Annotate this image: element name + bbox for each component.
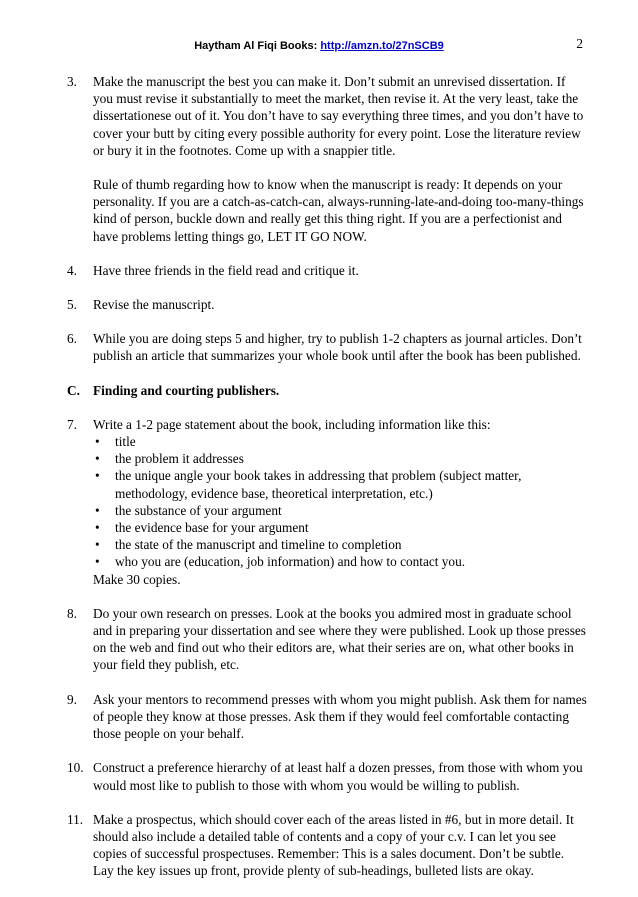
item-number: 7. (67, 416, 77, 432)
bullet-icon: • (95, 451, 100, 467)
item-text: Ask your mentors to recommend presses with whom you might publish. Ask them for names of people they know at those presses. Ask them if they would feel comfortable contacting those people on your behalf. (93, 691, 587, 742)
list-item-3 (67, 73, 587, 245)
bullet-icon: • (95, 502, 100, 518)
item-text: While you are doing steps 5 and higher, try to publish 1-2 chapters as journal articles. Don’t publish an article that summarizes your whole book until after the book has been published. (93, 331, 582, 364)
bullet-item: • the unique angle your book takes in addressing that problem (subject matter, methodology, evidence base, theoretical interpretation, etc.) (95, 468, 522, 501)
item-text: Revise the manuscript. (93, 297, 215, 313)
item-text: Do your own research on presses. Look at the books you admired most in graduate school and in preparing your dissertation and see where they were published. Look up those presses on the web and find out who their editors are, what their series are on, what other books in your field they publish, etc. (93, 605, 586, 673)
list-item-4 (67, 262, 587, 279)
section-heading-c (67, 382, 587, 399)
section-title: Finding and courting publishers. (93, 382, 280, 398)
bullet-icon: • (95, 554, 100, 570)
item-number: 10. (67, 760, 84, 776)
bullet-icon: • (95, 537, 100, 553)
bullet-item: • the problem it addresses (95, 451, 244, 467)
list-item-7 (67, 416, 587, 588)
item-text: Construct a preference hierarchy of at least half a dozen presses, from those with whom you would most like to publish to those with whom you would be willing to publish. (93, 760, 583, 793)
header-link[interactable]: http://amzn.to/27nSCB9 (320, 40, 444, 52)
item-text: Make a prospectus, which should cover each of the areas listed in #6, but in more detail. It should also include a detailed table of contents and a copy of your c.v. I can let you see copies of successful prospectuses. Remember: This is a sales document. Don’t be subtle. Lay the key issues up front, provide plenty of sub-headings, bulleted lists are okay. (93, 811, 574, 879)
item-number: 9. (67, 691, 77, 707)
bullet-icon: • (95, 468, 100, 484)
list-item-5 (67, 296, 587, 313)
item-text: Have three friends in the field read and critique it. (93, 262, 359, 278)
item-number: 3. (67, 74, 77, 89)
list-item-9 (67, 691, 587, 743)
list-item-8 (67, 605, 587, 674)
page-header (0, 40, 638, 52)
bullet-item: • the state of the manuscript and timeline to completion (95, 537, 402, 553)
bullet-icon: • (95, 434, 100, 450)
list-item-6 (67, 330, 587, 364)
header-prefix: Haytham Al Fiqi Books: (194, 40, 321, 52)
list-item-10 (67, 759, 587, 793)
section-letter: C. (67, 382, 80, 398)
item-outro: Make 30 copies. (93, 571, 181, 587)
bullet-icon: • (95, 520, 100, 536)
bullet-item: • who you are (education, job information) and how to contact you. (95, 554, 466, 570)
bullet-item: • the evidence base for your argument (95, 520, 309, 536)
item-intro: Write a 1-2 page statement about the book, including information like this: (93, 416, 491, 432)
item-paragraph-rule-of-thumb: Rule of thumb regarding how to know when the manuscript is ready: It depends on your personality. If you are a catch-as-catch-can, always-running-late-and-doing too-many-things kind of person, buckle down and really get this thing right. If you are a perfectionist and have problems letting things go, LET IT GO NOW. (93, 177, 584, 244)
item-number: 11. (67, 811, 84, 827)
bullet-list (93, 433, 587, 571)
page-number: 2 (576, 36, 583, 51)
list-item-11 (67, 811, 587, 880)
item-paragraph: Make the manuscript the best you can make it. Don’t submit an unrevised dissertation. If you must revise it substantially to meet the market, then revise it. At the very least, take the dissertationese out of it. You don’t have to say everything three times, and you don’t have to cover your butt by citing every possible authority for every point. Lose the literature review or bury it in the footnotes. Come up with a snappier title. (93, 74, 584, 158)
bullet-item: • title (95, 434, 136, 450)
item-number: 6. (67, 331, 77, 347)
item-number: 5. (67, 297, 77, 313)
item-number: 8. (67, 605, 77, 621)
bullet-item: • the substance of your argument (95, 502, 282, 518)
item-number: 4. (67, 262, 77, 278)
document-body (67, 73, 587, 897)
